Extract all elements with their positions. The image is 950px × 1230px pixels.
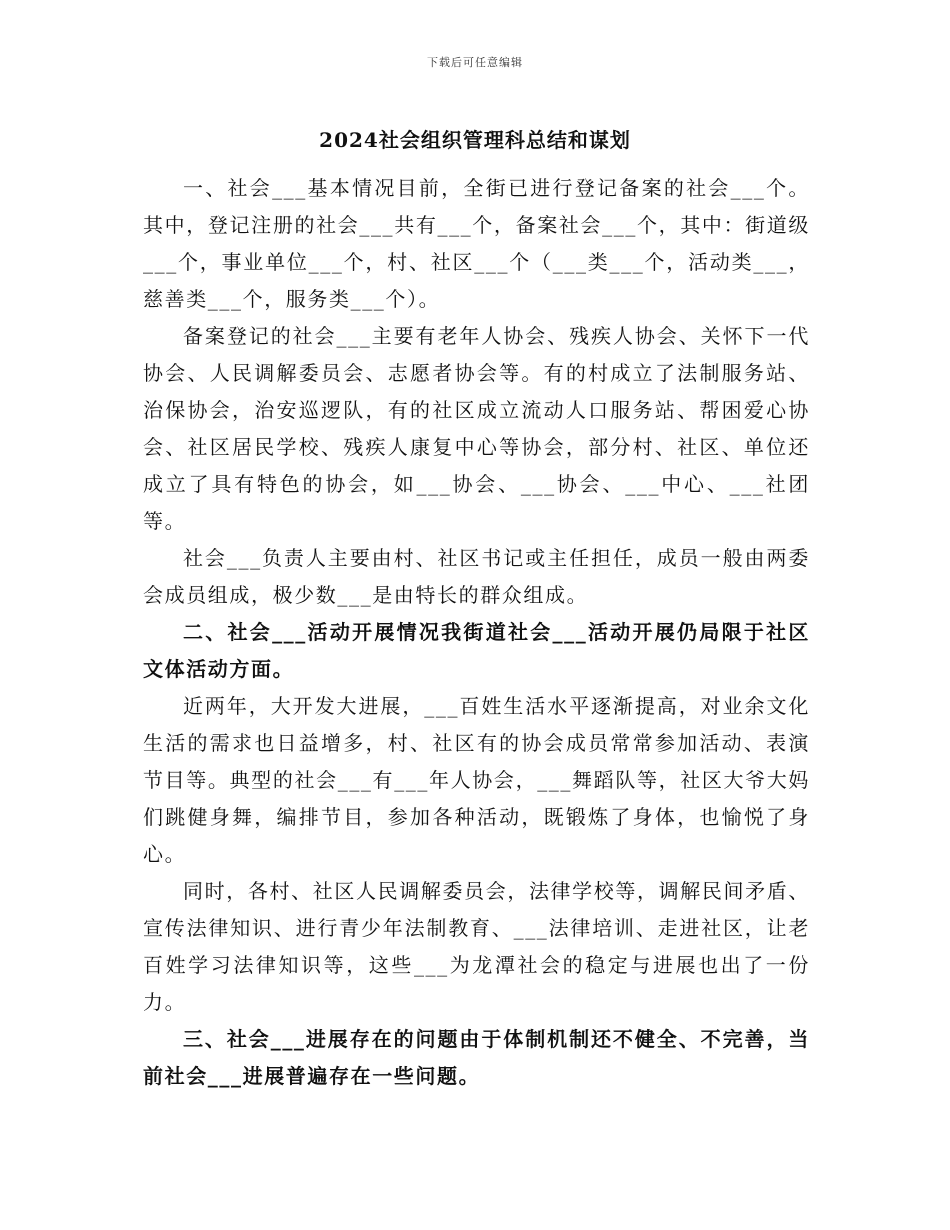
paragraph-mediation: 同时，各村、社区人民调解委员会，法律学校等，调解民间矛盾、宣传法律知识、进行青少年法制教育、___法律培训、走进社区，让老百姓学习法律知识等，这些___为龙潭社会的稳定与进展也出了一份力。	[143, 879, 810, 1014]
document-title: 2024社会组织管理科总结和谋划	[319, 128, 631, 152]
paragraph-basic-situation: 一、社会___基本情况目前，全街已进行登记备案的社会___个。其中，登记注册的社会___共有___个，备案社会___个，其中：街道级___个，事业单位___个，村、社区___个（___类___个，活动类___，慈善类___个，服务类___个）。	[143, 176, 810, 311]
header-note: 下载后可任意编辑	[427, 56, 523, 69]
paragraph-leadership: 社会___负责人主要由村、社区书记或主任担任，成员一般由两委会成员组成，极少数___是由特长的群众组成。	[143, 546, 810, 607]
section-heading-activities: 二、社会___活动开展情况我街道社会___活动开展仍局限于社区文体活动方面。	[143, 620, 810, 681]
section-heading-problems: 三、社会___进展存在的问题由于体制机制还不健全、不完善，当前社会___进展普遍存在一些问题。	[143, 1027, 810, 1088]
paragraph-registered-organizations: 备案登记的社会___主要有老年人协会、残疾人协会、关怀下一代协会、人民调解委员会、志愿者协会等。有的村成立了法制服务站、治保协会，治安巡逻队，有的社区成立流动人口服务站、帮困爱心协会、社区居民学校、残疾人康复中心等协会，部分村、社区、单位还成立了具有特色的协会，如___协会、___协会、___中心、___社团等。	[143, 324, 810, 533]
document-body	[143, 170, 810, 1095]
paragraph-recent-years: 近两年，大开发大进展，___百姓生活水平逐渐提高，对业余文化生活的需求也日益增多，村、社区有的协会成员常常参加活动、表演节目等。典型的社会___有___年人协会，___舞蹈队等，社区大爷大妈们跳健身舞，编排节目，参加各种活动，既锻炼了身体，也愉悦了身心。	[143, 694, 810, 866]
